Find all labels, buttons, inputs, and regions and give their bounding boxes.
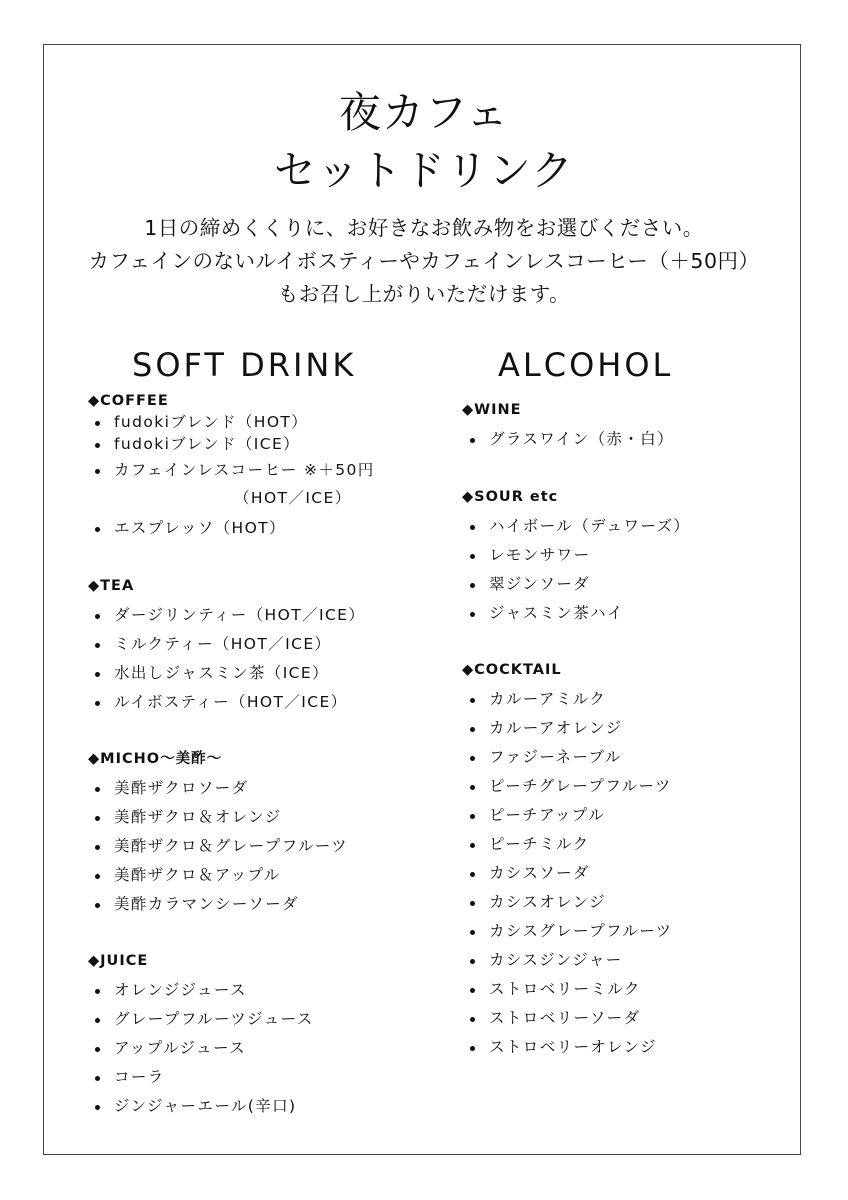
- menu-item: ストロベリーオレンジ: [489, 1038, 657, 1056]
- alcohol-heading: ALCOHOL: [498, 346, 674, 384]
- menu-item: ハイボール（デュワーズ）: [489, 517, 691, 535]
- bullet: [95, 787, 100, 792]
- intro-line: 1日の締めくくりに、お好きなお飲み物をお選びください。: [144, 216, 704, 240]
- bullet: [95, 469, 100, 474]
- menu-item: 美酢ザクロ＆オレンジ: [114, 808, 282, 826]
- menu-item: エスプレッソ（HOT）: [114, 519, 286, 537]
- section-label-micho: ◆MICHO～美酢～: [88, 751, 223, 767]
- menu-item: 翠ジンソーダ: [489, 575, 591, 593]
- intro-line: もお召し上がりいただけます。: [277, 282, 571, 306]
- bullet: [470, 988, 475, 993]
- soft-drink-heading: SOFT DRINK: [132, 346, 357, 384]
- bullet: [95, 1105, 100, 1110]
- bullet: [470, 554, 475, 559]
- bullet: [95, 614, 100, 619]
- section-label-wine: ◆WINE: [462, 402, 522, 418]
- section-label-tea: ◆TEA: [88, 578, 135, 594]
- menu-item: 美酢カラマンシーソーダ: [114, 895, 299, 913]
- bullet: [470, 959, 475, 964]
- menu-item: ストロベリーミルク: [489, 980, 641, 998]
- bullet: [470, 583, 475, 588]
- menu-item: コーラ: [114, 1068, 165, 1086]
- menu-item: レモンサワー: [489, 546, 591, 564]
- bullet: [95, 421, 100, 426]
- menu-item: fudokiブレンド（ICE）: [114, 435, 301, 453]
- menu-item: カルーアミルク: [489, 690, 607, 708]
- bullet: [470, 785, 475, 790]
- bullet: [95, 1018, 100, 1023]
- menu-item: グラスワイン（赤・白）: [489, 430, 674, 448]
- bullet: [95, 989, 100, 994]
- menu-item: カシスジンジャー: [489, 951, 623, 969]
- menu-subtitle: セットドリンク: [273, 146, 575, 195]
- menu-item: 水出しジャスミン茶（ICE）: [114, 664, 329, 682]
- bullet: [95, 816, 100, 821]
- menu-item: ストロベリーソーダ: [489, 1009, 641, 1027]
- menu-item: fudokiブレンド（HOT）: [114, 413, 309, 431]
- menu-item: ジャスミン茶ハイ: [489, 604, 624, 622]
- bullet: [470, 727, 475, 732]
- menu-item: ピーチグレープフルーツ: [489, 777, 672, 795]
- menu-item: 美酢ザクロソーダ: [114, 779, 249, 797]
- bullet: [470, 1017, 475, 1022]
- menu-item: ジンジャーエール(辛口): [114, 1097, 297, 1115]
- bullet: [95, 903, 100, 908]
- bullet: [95, 672, 100, 677]
- menu-item: 美酢ザクロ＆アップル: [114, 866, 281, 884]
- bullet: [470, 438, 475, 443]
- menu-item: アップルジュース: [114, 1039, 247, 1057]
- bullet: [95, 1047, 100, 1052]
- bullet: [470, 872, 475, 877]
- menu-item: ダージリンティー（HOT／ICE）: [114, 606, 366, 624]
- menu-item: 美酢ザクロ＆グレープフルーツ: [114, 837, 348, 855]
- menu-item: カシスソーダ: [489, 864, 590, 882]
- menu-item: カシスグレープフルーツ: [489, 922, 673, 940]
- bullet: [95, 874, 100, 879]
- menu-item: カルーアオレンジ: [489, 719, 623, 737]
- bullet: [470, 901, 475, 906]
- bullet: [95, 845, 100, 850]
- menu-title: 夜カフェ: [339, 88, 509, 137]
- menu-item: ピーチアップル: [489, 806, 605, 824]
- bullet: [470, 1046, 475, 1051]
- section-label-coffee: ◆COFFEE: [88, 393, 169, 409]
- bullet: [470, 930, 475, 935]
- menu-item: ファジーネーブル: [489, 748, 622, 766]
- bullet: [470, 756, 475, 761]
- menu-item: カフェインレスコーヒー ※＋50円: [114, 461, 375, 479]
- bullet: [95, 643, 100, 648]
- bullet: [95, 443, 100, 448]
- bullet: [470, 612, 475, 617]
- bullet: [470, 698, 475, 703]
- section-label-sour: ◆SOUR etc: [462, 489, 559, 505]
- menu-item: ルイボスティー（HOT／ICE）: [114, 693, 348, 711]
- menu-item: ピーチミルク: [489, 835, 590, 853]
- section-label-cocktail: ◆COCKTAIL: [462, 662, 562, 678]
- bullet: [95, 701, 100, 706]
- menu-item-note: （HOT／ICE）: [234, 489, 352, 507]
- bullet: [470, 525, 475, 530]
- bullet: [95, 1076, 100, 1081]
- menu-item: オレンジジュース: [114, 981, 247, 999]
- menu-item: カシスオレンジ: [489, 893, 607, 911]
- section-label-juice: ◆JUICE: [88, 953, 149, 969]
- bullet: [470, 814, 475, 819]
- intro-line: カフェインのないルイボスティーやカフェインレスコーヒー（＋50円）: [88, 249, 760, 273]
- bullet: [95, 527, 100, 532]
- menu-item: グレープフルーツジュース: [114, 1010, 314, 1028]
- menu-item: ミルクティー（HOT／ICE）: [114, 635, 332, 653]
- bullet: [470, 843, 475, 848]
